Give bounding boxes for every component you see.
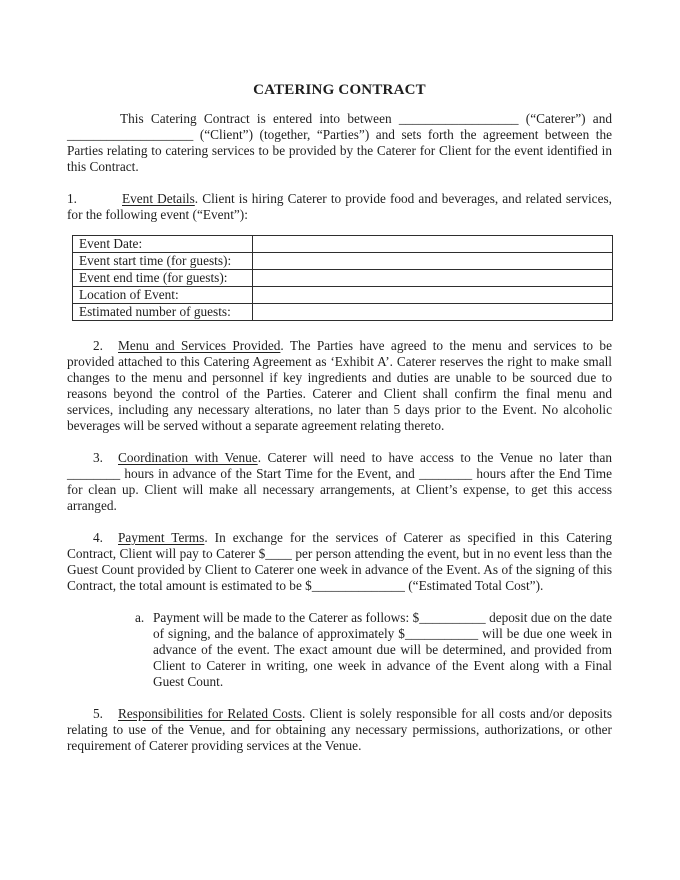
event-location-value-cell[interactable]: [253, 287, 613, 304]
section-heading: Coordination with Venue: [118, 450, 258, 465]
section-4-payment-terms: [67, 530, 612, 594]
per-person-amount-blank[interactable]: ____: [265, 546, 292, 561]
section-text: hours after the End Time for clean up. Client will make all necessary arrangements, at Client’s expense, to get this access arranged.: [67, 466, 612, 513]
section-heading: Responsibilities for Related Costs: [118, 706, 302, 721]
section-text: per person attending the event, but in no event less than the Guest Count provided by Client to Caterer one week in advance of the Event. As of the signing of this Contract, the total amount is estimated to be $: [67, 546, 613, 593]
client-name-blank[interactable]: ___________________: [67, 127, 194, 142]
section-5-responsibilities-related-costs: [67, 706, 612, 754]
estimated-guests-value-cell[interactable]: [253, 304, 613, 321]
estimated-total-cost-blank[interactable]: ______________: [311, 578, 405, 593]
section-text: hours in advance of the Start Time for the Event, and: [120, 466, 419, 481]
table-label-cell: Location of Event:: [73, 287, 253, 304]
item-text: Payment will be made to the Caterer as follows: $: [153, 610, 420, 625]
table-row: [73, 253, 613, 270]
section-heading: Menu and Services Provided: [118, 338, 281, 353]
section-text: . Client is hiring Caterer to provide food and beverages, and related services, for the following event (“Event”):: [67, 191, 612, 222]
section-3-coordination-with-venue: [67, 450, 612, 514]
intro-paragraph: [67, 111, 612, 175]
intro-text: This Catering Contract is entered into between: [120, 111, 399, 126]
payment-subitem-a: [67, 610, 612, 690]
section-text: . Caterer will need to have access to the Venue no later than: [257, 450, 612, 465]
section-text: . The Parties have agreed to the menu and services to be provided attached to this Catering Agreement as ‘Exhibit A’. Caterer reserves the right to make small changes to the menu and personnel if key ingredients and duties are unable to be sourced due to reasons beyond the control of the Parties. Caterer and Client shall confirm the final menu and services, including any necessary alterations, no later than 5 days prior to the Event. No alcoholic beverages will be served without a separate agreement relating thereto.: [67, 338, 612, 433]
section-number: 3.: [93, 450, 103, 465]
section-1-event-details: [67, 191, 612, 223]
hours-before-blank[interactable]: ________: [67, 466, 121, 481]
section-text: . In exchange for the services of Caterer as specified in this Catering Contract, Client will pay to Caterer $: [67, 530, 612, 561]
table-row: [73, 304, 613, 321]
intro-text: (“Client”) (together, “Parties”) and sets forth the agreement between the Parties relating to catering services to be provided by the Caterer for Client for the event identified in this Contract.: [67, 127, 612, 174]
section-number: 1.: [67, 191, 77, 206]
section-number: 5.: [93, 706, 103, 721]
hours-after-blank[interactable]: ________: [418, 466, 473, 481]
item-text: will be due one week in advance of the event. The exact amount due will be determined, and provided from Client to Caterer in writing, one week in advance of the Event along with a Final Guest Count.: [153, 626, 612, 689]
intro-text: (“Caterer”) and: [518, 111, 612, 126]
table-row: [73, 270, 613, 287]
section-heading: Payment Terms: [118, 530, 205, 545]
table-label-cell: Event end time (for guests):: [73, 270, 253, 287]
table-row: [73, 236, 613, 253]
section-number: 4.: [93, 530, 103, 545]
section-2-menu-and-services: [67, 338, 612, 434]
section-text: . Client is solely responsible for all costs and/or deposits relating to use of the Venue, and for obtaining any necessary permissions, authorizations, or other requirement of Caterer providing services at the Venue.: [67, 706, 612, 753]
section-number: 2.: [93, 338, 103, 353]
event-date-value-cell[interactable]: [253, 236, 613, 253]
event-details-table: [72, 235, 613, 321]
table-label-cell: Event Date:: [73, 236, 253, 253]
event-start-time-value-cell[interactable]: [253, 253, 613, 270]
table-label-cell: Estimated number of guests:: [73, 304, 253, 321]
table-row: [73, 287, 613, 304]
section-heading: Event Details: [122, 191, 195, 206]
table-label-cell: Event start time (for guests):: [73, 253, 253, 270]
event-end-time-value-cell[interactable]: [253, 270, 613, 287]
item-text: deposit due on the date of signing, and the balance of approximately $: [153, 610, 612, 641]
caterer-name-blank[interactable]: __________________: [398, 111, 519, 126]
list-item-marker: a.: [135, 610, 145, 625]
document-title: CATERING CONTRACT: [253, 82, 426, 98]
deposit-amount-blank[interactable]: __________: [419, 610, 486, 625]
balance-amount-blank[interactable]: ___________: [404, 626, 479, 641]
section-text: (“Estimated Total Cost”).: [404, 578, 544, 593]
